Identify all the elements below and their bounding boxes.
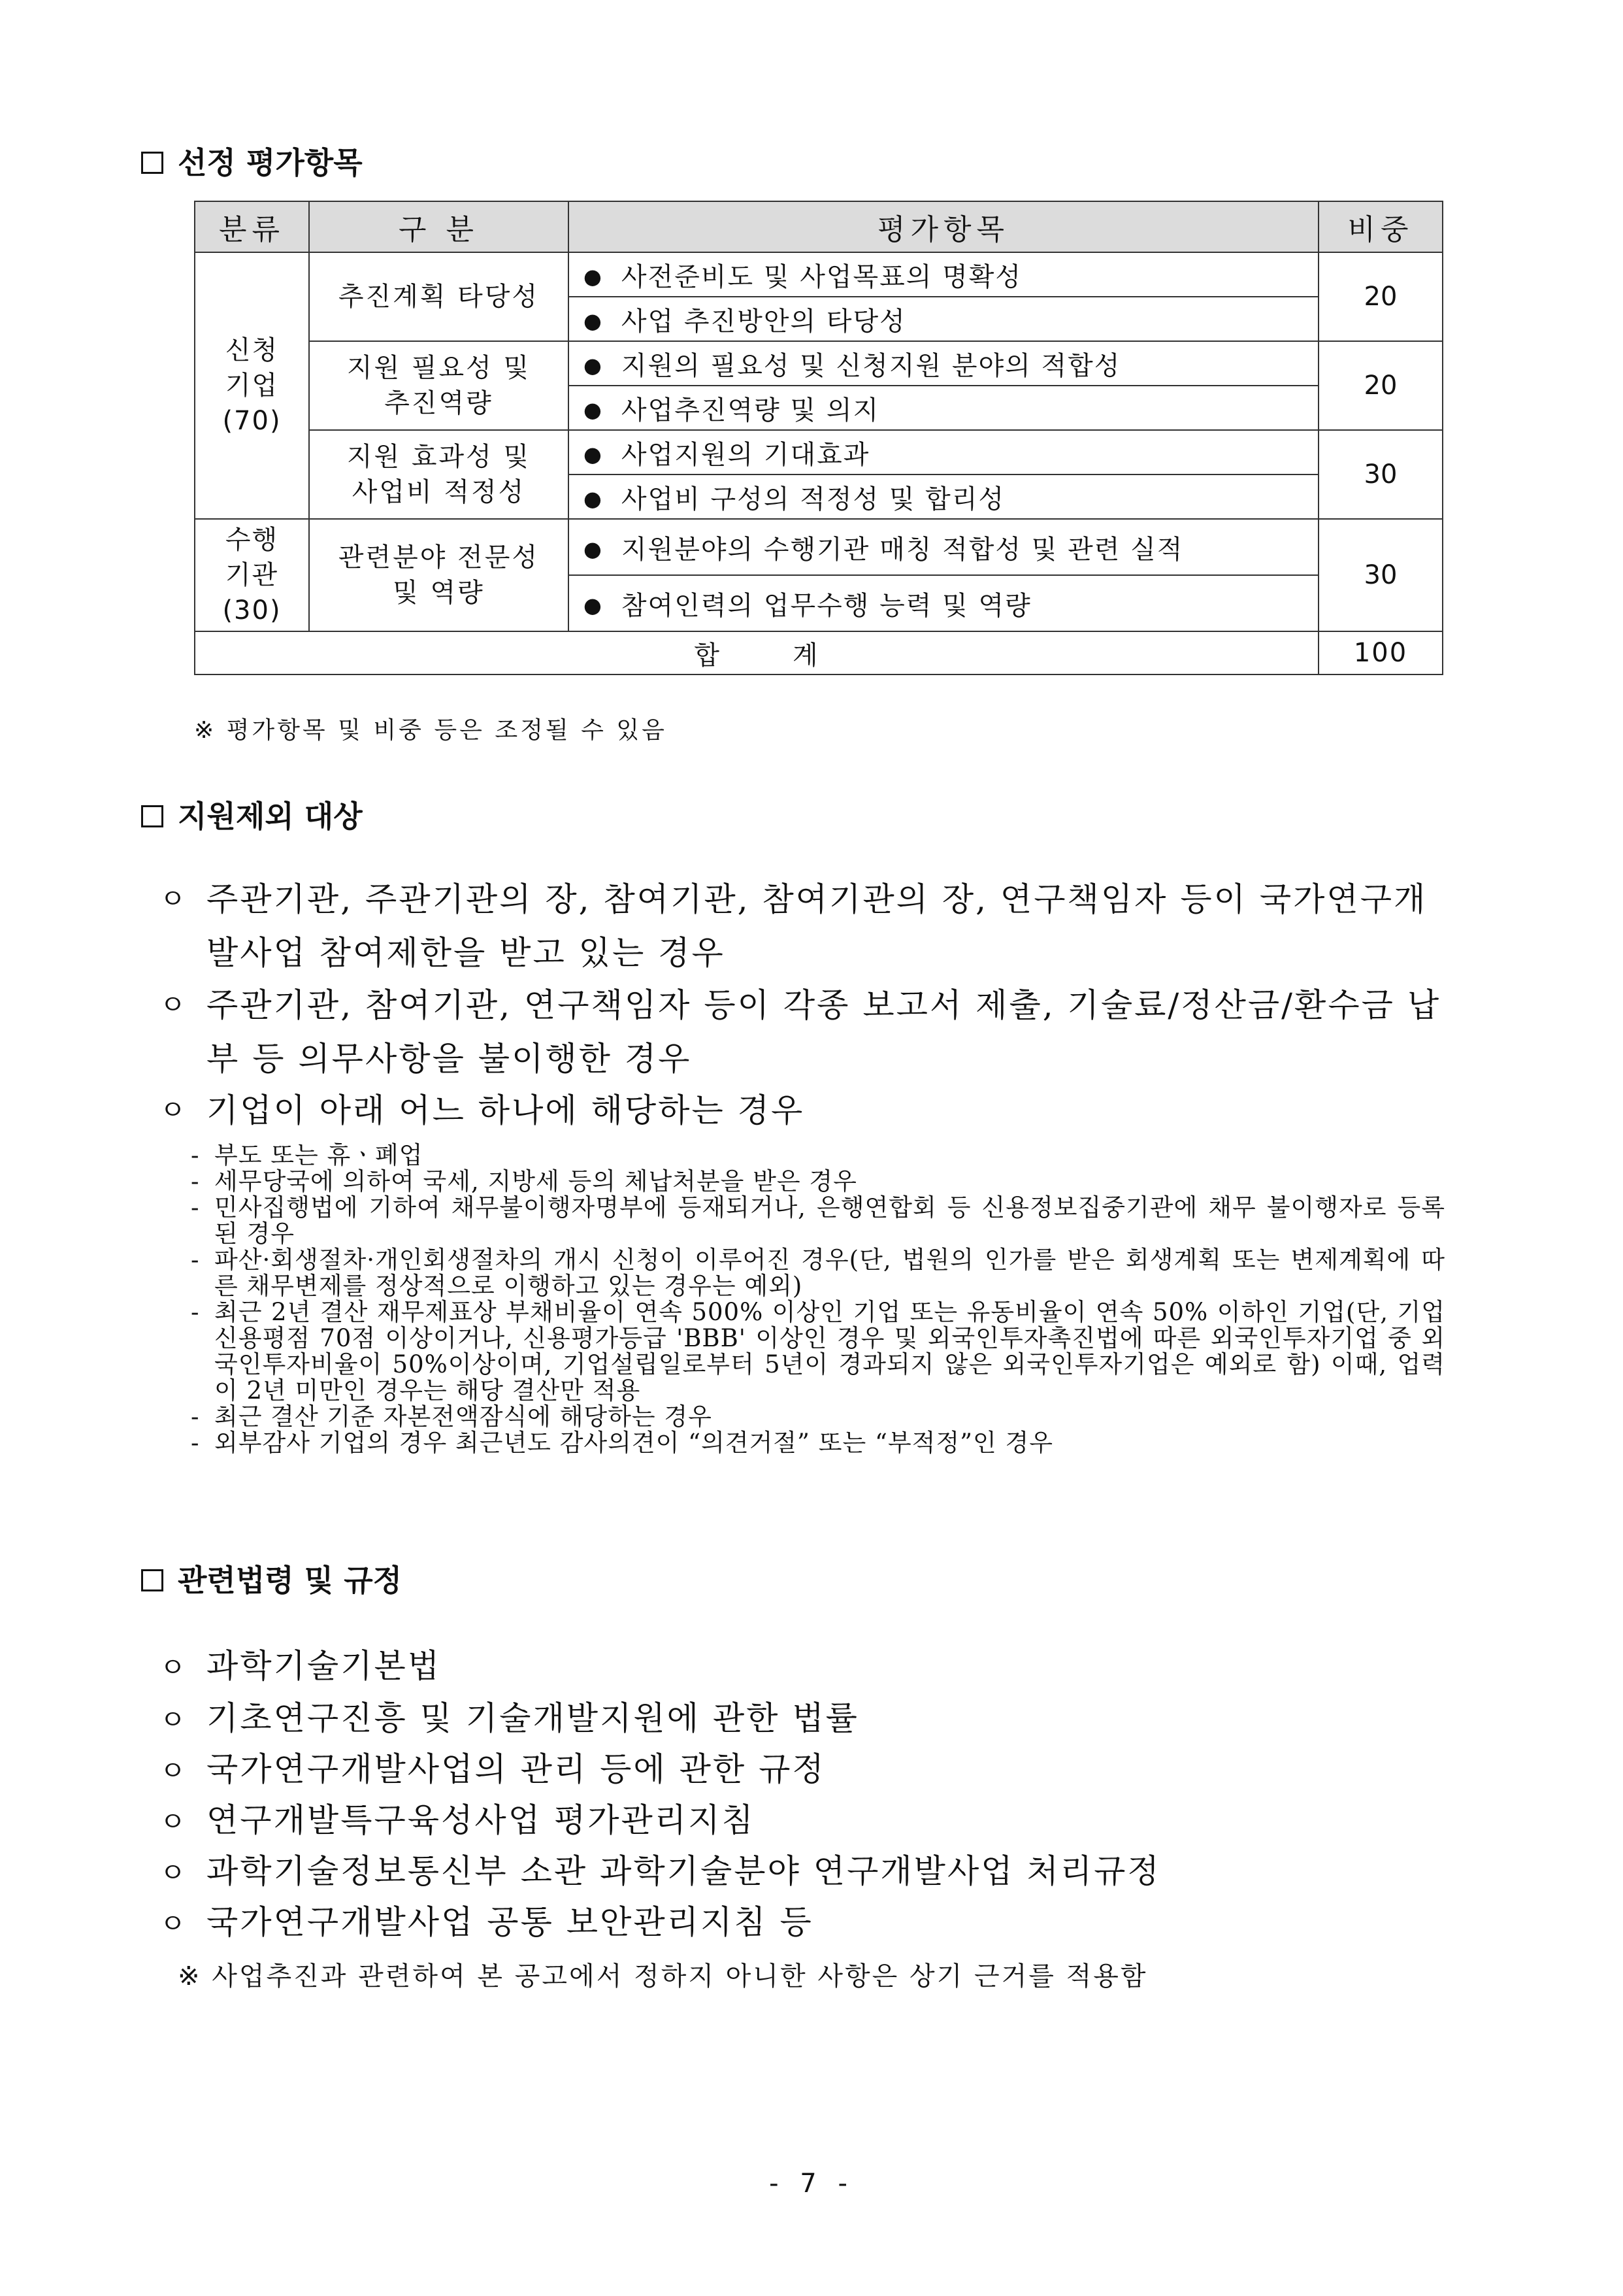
list-item: - 파산·회생절차·개인회생절차의 개시 신청이 이루어진 경우(단, 법원의 인가를 받은 회생계획 또는 변제계획에 따른 채무변제를 정상적으로 이행하고 있는 경우는 예외)	[191, 1246, 1445, 1300]
weight-cell: 30	[1319, 430, 1443, 519]
weight-cell: 20	[1319, 341, 1443, 430]
circle-bullet-icon: ㅇ	[159, 1908, 188, 1940]
evaluation-table	[194, 201, 1443, 675]
section-title-text: 관련법령 및 규정	[178, 1563, 402, 1598]
exclusion-item: ㅇ 주관기관, 참여기관, 연구책임자 등이 각종 보고서 제출, 기술료/정산금/환수금 납부 등 의무사항을 불이행한 경우	[159, 978, 1447, 1086]
law-item: ㅇ 연구개발특구육성사업 평가관리지침	[159, 1801, 755, 1839]
list-item: - 외부감사 기업의 경우 최근년도 감사의견이 “의견거절” 또는 “부적정”인 경우	[191, 1429, 1054, 1457]
header-evaluation-item: 평가항목	[568, 201, 1319, 252]
total-value: 100	[1319, 631, 1443, 674]
table-row	[195, 430, 1443, 474]
circle-bullet-icon: ㅇ	[159, 1755, 188, 1787]
bullet-icon: ●	[583, 536, 603, 561]
regulations-note: ※ 사업추진과 관련하여 본 공고에서 정하지 아니한 사항은 상기 근거를 적용함	[178, 1961, 1148, 1991]
total-label: 합 계	[195, 631, 1319, 674]
section-title-text: 선정 평가항목	[178, 145, 363, 180]
exclusion-item: ㅇ 주관기관, 주관기관의 장, 참여기관, 참여기관의 장, 연구책임자 등이 국가연구개발사업 참여제한을 받고 있는 경우	[159, 873, 1447, 980]
checkbox-icon	[141, 805, 163, 827]
header-weight: 비중	[1319, 201, 1443, 252]
law-item: ㅇ 기초연구진흥 및 기술개발지원에 관한 법률	[159, 1699, 859, 1737]
bullet-icon: ●	[583, 592, 603, 618]
bullet-icon: ●	[583, 397, 603, 422]
circle-bullet-icon: ㅇ	[159, 883, 188, 915]
bullet-icon: ●	[583, 441, 603, 467]
list-item: - 세무당국에 의하여 국세, 지방세 등의 체납처분을 받은 경우	[191, 1167, 857, 1195]
group-name: 관련분야 전문성 및 역량	[309, 519, 568, 631]
circle-bullet-icon: ㅇ	[159, 1652, 188, 1684]
weight-cell: 30	[1319, 519, 1443, 631]
evaluation-item: ● 지원의 필요성 및 신청지원 분야의 적합성	[568, 341, 1319, 386]
checkbox-icon	[141, 1569, 163, 1591]
page-number: - 7 -	[769, 2169, 854, 2199]
table-header-row	[195, 201, 1443, 252]
evaluation-item: ● 사업추진역량 및 의지	[568, 386, 1319, 430]
circle-bullet-icon: ㅇ	[159, 1806, 188, 1838]
circle-bullet-icon: ㅇ	[159, 1094, 188, 1126]
list-item: - 최근 2년 결산 재무제표상 부채비율이 연속 500% 이상인 기업 또는 유동비율이 연속 50% 이하인 기업(단, 기업신용평점 70점 이상이거나, 신용평가등급 'BBB' 이상인 경우 및 외국인투자촉진법에 따른 외국인투자기업 중 외국인투자비율이 50%이상이며, 기업설립일로부터 5년이 경과되지 않은 외국인투자기업은 예외로 함) 이때, 업력이 2년 미만인 경우는 해당 결산만 적용	[191, 1298, 1445, 1405]
table-row	[195, 519, 1443, 575]
group-name: 지원 필요성 및 추진역량	[309, 341, 568, 430]
section-title-text: 지원제외 대상	[178, 799, 363, 834]
evaluation-item: ● 지원분야의 수행기관 매칭 적합성 및 관련 실적	[568, 519, 1319, 575]
header-category: 분류	[195, 201, 309, 252]
law-item: ㅇ 국가연구개발사업 공통 보안관리지침 등	[159, 1903, 813, 1941]
section-title-evaluation	[141, 145, 363, 180]
circle-bullet-icon: ㅇ	[159, 1857, 188, 1889]
law-item: ㅇ 과학기술정보통신부 소관 과학기술분야 연구개발사업 처리규정	[159, 1852, 1161, 1890]
table-row	[195, 341, 1443, 386]
section-title-exclusion	[141, 799, 363, 834]
evaluation-item: ● 참여인력의 업무수행 능력 및 역량	[568, 575, 1319, 631]
circle-bullet-icon: ㅇ	[159, 1704, 188, 1736]
evaluation-item: ● 사업비 구성의 적정성 및 합리성	[568, 474, 1319, 519]
category-institution: 수행 기관 (30)	[195, 519, 309, 631]
weight-cell: 20	[1319, 252, 1443, 341]
list-item: - 부도 또는 휴ㆍ폐업	[191, 1141, 423, 1169]
bullet-icon: ●	[583, 263, 603, 289]
bullet-icon: ●	[583, 352, 603, 378]
evaluation-note: ※ 평가항목 및 비중 등은 조정될 수 있음	[194, 717, 667, 744]
header-division: 구 분	[309, 201, 568, 252]
list-item: - 최근 결산 기준 자본전액잠식에 해당하는 경우	[191, 1403, 712, 1431]
evaluation-item: ● 사전준비도 및 사업목표의 명확성	[568, 252, 1319, 297]
bullet-icon: ●	[583, 308, 603, 333]
checkbox-icon	[141, 152, 163, 174]
evaluation-item: ● 사업지원의 기대효과	[568, 430, 1319, 474]
law-item: ㅇ 과학기술기본법	[159, 1647, 442, 1685]
section-title-regulations	[141, 1563, 402, 1598]
evaluation-item: ● 사업 추진방안의 타당성	[568, 297, 1319, 341]
table-row	[195, 252, 1443, 297]
law-item: ㅇ 국가연구개발사업의 관리 등에 관한 규정	[159, 1750, 826, 1788]
group-name: 추진계획 타당성	[309, 252, 568, 341]
list-item: - 민사집행법에 기하여 채무불이행자명부에 등재되거나, 은행연합회 등 신용정보집중기관에 채무 불이행자로 등록된 경우	[191, 1193, 1445, 1248]
exclusion-item: ㅇ 기업이 아래 어느 하나에 해당하는 경우	[159, 1084, 1447, 1137]
category-applicant: 신청 기업 (70)	[195, 252, 309, 519]
bullet-icon: ●	[583, 486, 603, 511]
total-row	[195, 631, 1443, 674]
circle-bullet-icon: ㅇ	[159, 989, 188, 1021]
exclusion-sub-list	[191, 1142, 1445, 1456]
group-name: 지원 효과성 및 사업비 적정성	[309, 430, 568, 519]
